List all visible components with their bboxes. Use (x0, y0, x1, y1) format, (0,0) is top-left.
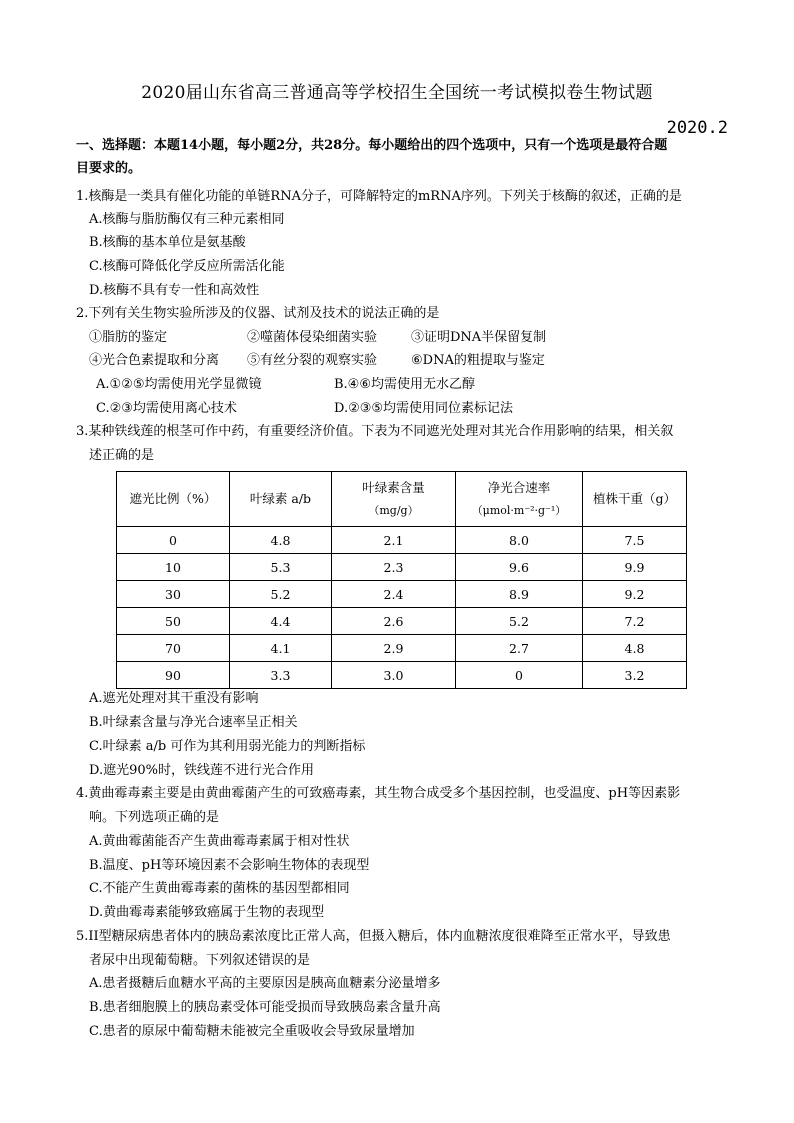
question-3-stem-line-2: 述正确的是 (89, 448, 155, 463)
question-2-item-6: ⑥DNA的粗提取与鉴定 (411, 353, 545, 368)
table-cell: 4.1 (230, 635, 332, 662)
table-row (117, 662, 687, 689)
table-cell: 8.0 (456, 527, 583, 554)
table-cell: 7.2 (583, 608, 687, 635)
header-chlorophyll-content: 叶绿素含量 （mg/g） (332, 472, 456, 527)
section-instructions-line-2: 目要求的。 (76, 161, 142, 176)
question-4-stem-line-2: 响。下列选项正确的是 (89, 810, 220, 825)
question-2-option-b: B.④⑥均需使用无水乙醇 (334, 377, 475, 392)
table-row (117, 581, 687, 608)
question-3-option-d: D.遮光90%时，铁线莲不进行光合作用 (89, 763, 314, 778)
question-1-option-b: B.核酶的基本单位是氨基酸 (89, 235, 246, 250)
question-2-item-1: ①脂肪的鉴定 (89, 330, 168, 345)
table-cell: 9.2 (583, 581, 687, 608)
question-3-stem-line-1: 3.某种铁线莲的根茎可作中药，有重要经济价值。下表为不同遮光处理对其光合作用影响的结果，相关叙 (76, 424, 674, 439)
table-cell: 2.9 (332, 635, 456, 662)
table-cell: 9.9 (583, 554, 687, 581)
table-cell: 50 (117, 608, 230, 635)
page-title: 2020届山东省高三普通高等学校招生全国统一考试模拟卷生物试题 (141, 83, 653, 103)
question-2-option-d: D.②③⑤均需使用同位素标记法 (334, 401, 514, 416)
table-cell: 8.9 (456, 581, 583, 608)
question-5-stem-line-2: 者尿中出现葡萄糖。下列叙述错误的是 (89, 953, 311, 968)
question-4-option-b: B.温度、pH等环境因素不会影响生物体的表现型 (89, 858, 370, 873)
header-dry-weight: 植株干重（g） (583, 472, 687, 527)
table-cell: 2.3 (332, 554, 456, 581)
table-cell: 2.7 (456, 635, 583, 662)
table-row (117, 527, 687, 554)
question-1-stem: 1.核酶是一类具有催化功能的单链RNA分子，可降解特定的mRNA序列。下列关于核酶的叙述，正确的是 (76, 189, 682, 204)
table-cell: 4.8 (230, 527, 332, 554)
header-chlorophyll-ab: 叶绿素 a/b (230, 472, 332, 527)
table-cell: 3.2 (583, 662, 687, 689)
question-1-option-a: A.核酶与脂肪酶仅有三种元素相同 (89, 212, 285, 227)
table-cell: 3.3 (230, 662, 332, 689)
question-3-option-b: B.叶绿素含量与净光合速率呈正相关 (89, 715, 298, 730)
question-4-option-c: C.不能产生黄曲霉毒素的菌株的基因型都相同 (89, 881, 350, 896)
table-cell: 2.1 (332, 527, 456, 554)
question-2-item-2: ②噬菌体侵染细菌实验 (247, 330, 378, 345)
header-net-photosynthesis: 净光合速率 （μmol·m⁻²·g⁻¹） (456, 472, 583, 527)
table-cell: 0 (456, 662, 583, 689)
table-cell: 5.2 (230, 581, 332, 608)
question-5-option-c: C.患者的原尿中葡萄糖未能被完全重吸收会导致尿量增加 (89, 1024, 415, 1039)
table-cell: 9.6 (456, 554, 583, 581)
question-2-item-5: ⑤有丝分裂的观察实验 (247, 353, 378, 368)
table-cell: 10 (117, 554, 230, 581)
question-2-stem: 2.下列有关生物实验所涉及的仪器、试剂及技术的说法正确的是 (76, 306, 440, 321)
question-1-option-c: C.核酶可降低化学反应所需活化能 (89, 259, 285, 274)
question-5-option-a: A.患者摄糖后血糖水平高的主要原因是胰高血糖素分泌量增多 (89, 976, 441, 991)
question-3-option-c: C.叶绿素 a/b 可作为其利用弱光能力的判断指标 (89, 739, 366, 754)
question-5-option-b: B.患者细胞膜上的胰岛素受体可能受损而导致胰岛素含量升高 (89, 1000, 441, 1015)
table-cell: 30 (117, 581, 230, 608)
table-row (117, 608, 687, 635)
table-cell: 4.4 (230, 608, 332, 635)
table-row (117, 554, 687, 581)
question-2-option-a: A.①②⑤均需使用光学显微镜 (96, 377, 262, 392)
question-3-option-a: A.遮光处理对其干重没有影响 (89, 691, 259, 706)
table-cell: 5.3 (230, 554, 332, 581)
question-4-stem-line-1: 4.黄曲霉毒素主要是由黄曲霉菌产生的可致癌毒素，其生物合成受多个基因控制，也受温度、pH等因素影 (76, 786, 681, 801)
table-header-row (117, 472, 687, 527)
table-cell: 0 (117, 527, 230, 554)
question-1-option-d: D.核酶不具有专一性和高效性 (89, 283, 260, 298)
exam-date: 2020.2 (666, 118, 728, 138)
table-cell: 5.2 (456, 608, 583, 635)
table-cell: 3.0 (332, 662, 456, 689)
table-cell: 4.8 (583, 635, 687, 662)
header-shading-ratio: 遮光比例（%） (117, 472, 230, 527)
table-cell: 7.5 (583, 527, 687, 554)
question-4-option-d: D.黄曲霉毒素能够致癌属于生物的表现型 (89, 905, 325, 920)
question-2-item-4: ④光合色素提取和分离 (89, 353, 220, 368)
question-4-option-a: A.黄曲霉菌能否产生黄曲霉毒素属于相对性状 (89, 834, 350, 849)
table-cell: 90 (117, 662, 230, 689)
table-cell: 2.4 (332, 581, 456, 608)
section-instructions-line-1: 一、选择题：本题14小题，每小题2分，共28分。每小题给出的四个选项中，只有一个选项是最符合题 (76, 138, 668, 153)
table-cell: 70 (117, 635, 230, 662)
question-2-item-3: ③证明DNA半保留复制 (411, 330, 547, 345)
question-2-option-c: C.②③均需使用离心技术 (96, 401, 237, 416)
table-row (117, 635, 687, 662)
question-5-stem-line-1: 5.II型糖尿病患者体内的胰岛素浓度比正常人高，但摄入糖后，体内血糖浓度很难降至正常水平，导致患 (76, 929, 671, 944)
shading-data-table (116, 471, 687, 689)
table-cell: 2.6 (332, 608, 456, 635)
